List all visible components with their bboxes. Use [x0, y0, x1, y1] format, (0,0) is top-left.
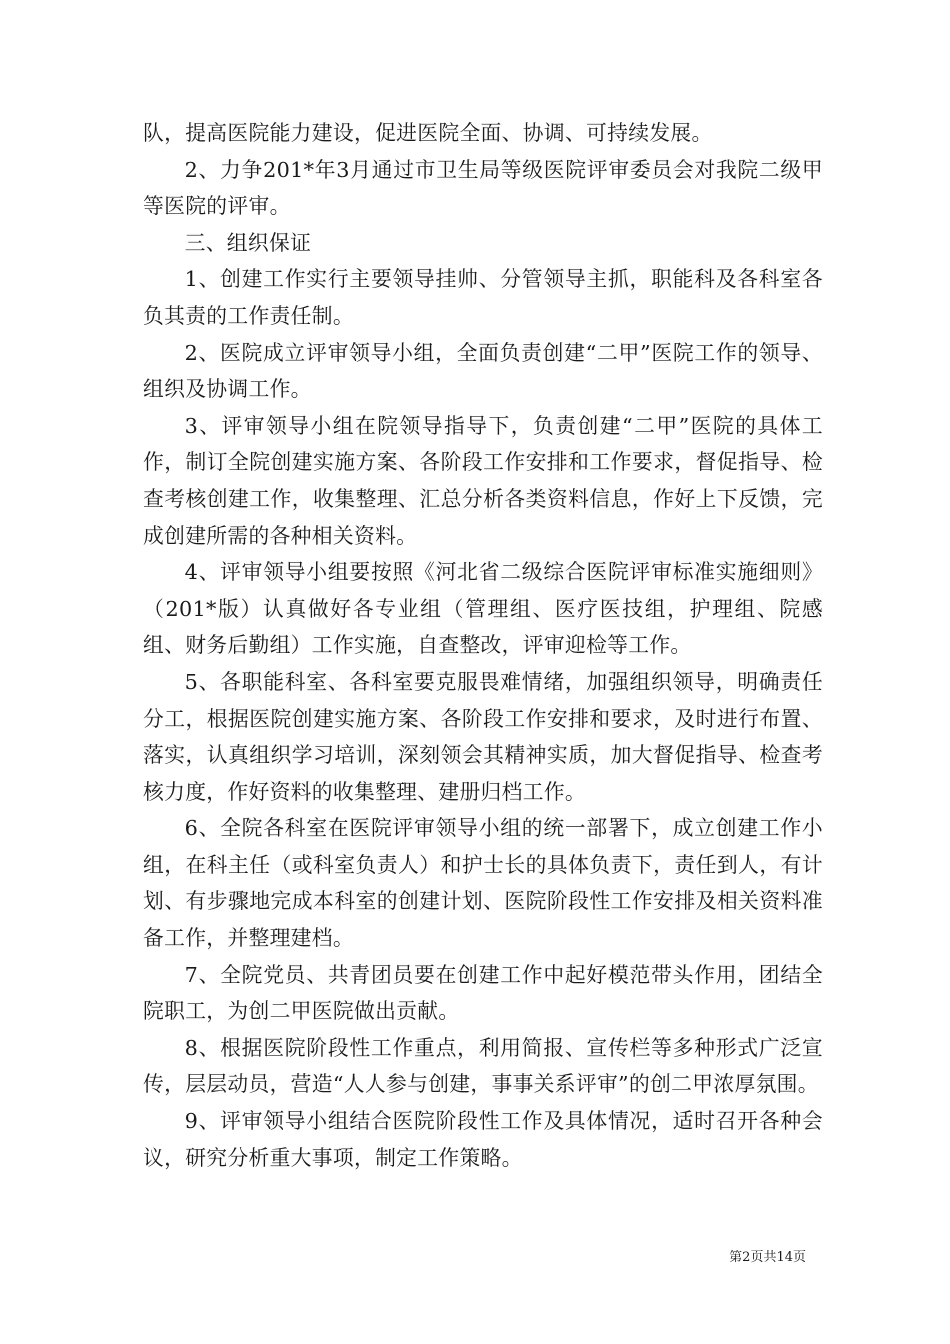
paragraph-goal-2: 2、力争201*年3月通过市卫生局等级医院评审委员会对我院二级甲等医院的评审。: [143, 157, 823, 219]
paragraph-item-5: 5、各职能科室、各科室要克服畏难情绪，加强组织领导，明确责任分工，根据医院创建实施方案、各阶段工作安排和要求，及时进行布置、落实，认真组织学习培训，深刻领会其精神实质，加大督促指导、检查考核力度，作好资料的收集整理、建册归档工作。: [143, 669, 823, 804]
paragraph-item-7: 7、全院党员、共青团员要在创建工作中起好模范带头作用，团结全院职工，为创二甲医院做出贡献。: [143, 962, 823, 1024]
paragraph-item-6: 6、全院各科室在医院评审领导小组的统一部署下，成立创建工作小组，在科主任（或科室负责人）和护士长的具体负责下，责任到人，有计划、有步骤地完成本科室的创建计划、医院阶段性工作安排及相关资料准备工作，并整理建档。: [143, 816, 823, 951]
section-heading-organization: 三、组织保证: [184, 230, 312, 255]
document-body: [143, 115, 823, 1176]
paragraph-continuation: 队，提高医院能力建设，促进医院全面、协调、可持续发展。: [143, 121, 713, 145]
paragraph-item-4: 4、评审领导小组要按照《河北省二级综合医院评审标准实施细则》（201*版）认真做好各专业组（管理组、医疗医技组，护理组、院感组、财务后勤组）工作实施，自查整改，评审迎检等工作。: [143, 560, 823, 658]
paragraph-item-8: 8、根据医院阶段性工作重点，利用简报、宣传栏等多种形式广泛宣传，层层动员，营造“人人参与创建，事事关系评审”的创二甲浓厚氛围。: [143, 1035, 823, 1097]
paragraph-item-2: 2、医院成立评审领导小组，全面负责创建“二甲”医院工作的领导、组织及协调工作。: [143, 340, 823, 402]
page-number-footer: 第2页共14页: [729, 1250, 806, 1265]
paragraph-item-9: 9、评审领导小组结合医院阶段性工作及具体情况，适时召开各种会议，研究分析重大事项，制定工作策略。: [143, 1109, 823, 1170]
paragraph-item-1: 1、创建工作实行主要领导挂帅、分管领导主抓，职能科及各科室各负其责的工作责任制。: [143, 267, 823, 328]
paragraph-item-3: 3、评审领导小组在院领导指导下，负责创建“二甲”医院的具体工作，制订全院创建实施方案、各阶段工作安排和工作要求，督促指导、检查考核创建工作，收集整理、汇总分析各类资料信息，作好上下反馈，完成创建所需的各种相关资料。: [143, 413, 823, 548]
